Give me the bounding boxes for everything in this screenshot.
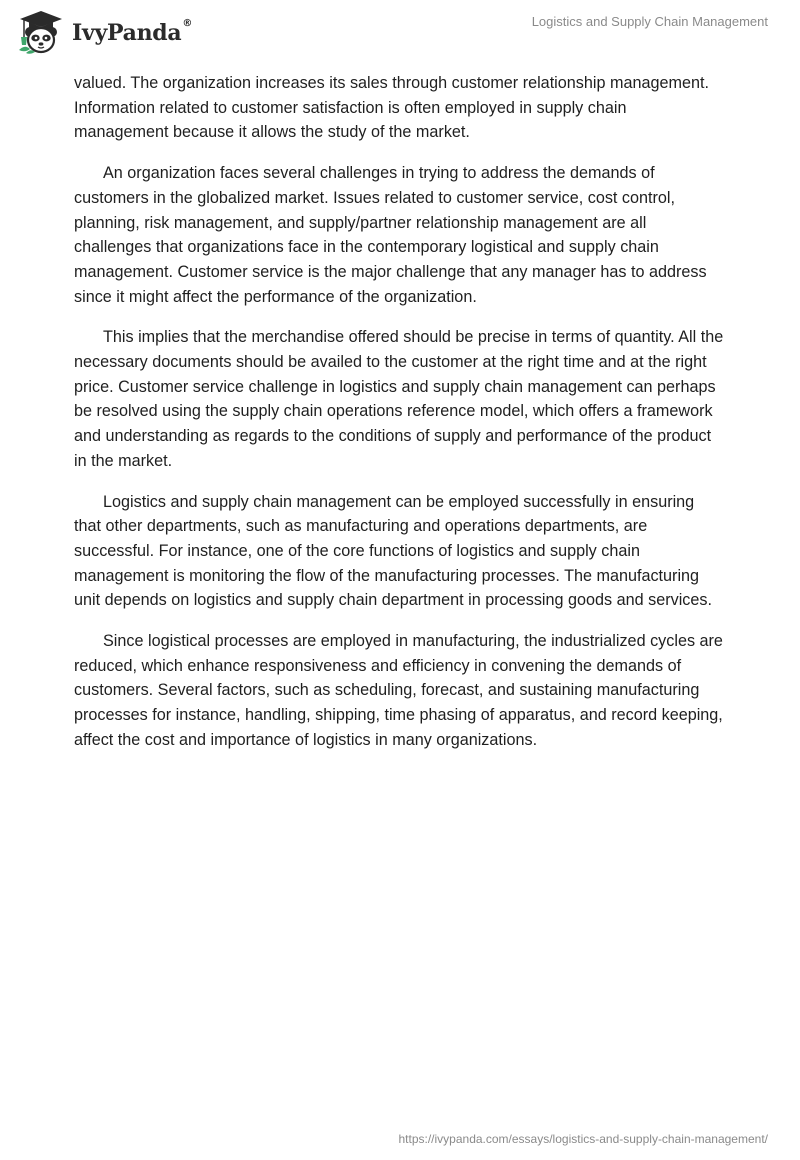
page-header bbox=[0, 0, 800, 70]
paragraph: This implies that the merchandise offered should be precise in terms of quantity. All the necessary documents should be availed to the customer at the right time and at the right price. Customer service challenge in logistics and supply chain management can perhaps be resolved using the supply chain operations reference model, which offers a framework and understanding as regards to the conditions of supply and performance of the product in the market. bbox=[74, 328, 724, 470]
paragraph: valued. The organization increases its sales through customer relationship management. Information related to customer satisfaction is often employed in supply chain management because it allows the study of the market. bbox=[74, 74, 709, 142]
panda-graduation-cap-icon bbox=[16, 8, 66, 56]
ivypanda-logo[interactable] bbox=[16, 8, 192, 56]
paragraph: Logistics and supply chain management can be employed successfully in ensuring that other departments, such as manufacturing and operations departments, are successful. For instance, one of the core functions of logistics and supply chain management is monitoring the flow of the manufacturing processes. The manufacturing unit depends on logistics and supply chain department in processing goods and services. bbox=[74, 492, 712, 610]
source-url[interactable]: https://ivypanda.com/essays/logistics-and-supply-chain-management/ bbox=[398, 1132, 768, 1146]
paragraph: An organization faces several challenges in trying to address the demands of customers in the globalized market. Issues related to customer service, cost control, planning, risk management, and supply/partner relationship management are all challenges that organizations face in the contemporary logistical and supply chain management. Customer service is the major challenge that any manager has to address since it might affect the performance of the organization. bbox=[74, 164, 707, 306]
brand-name: IvyPanda® bbox=[72, 18, 193, 46]
essay-body bbox=[74, 71, 724, 769]
brand-registered-mark: ® bbox=[182, 18, 193, 29]
running-title: Logistics and Supply Chain Management bbox=[531, 14, 768, 29]
paragraph: Since logistical processes are employed in manufacturing, the industrialized cycles are reduced, which enhance responsiveness and efficiency in convening the demands of customers. Several factors, such as scheduling, forecast, and sustaining manufacturing processes for instance, handling, shipping, time phasing of apparatus, and record keeping, affect the cost and importance of logistics in many organizations. bbox=[74, 632, 723, 749]
